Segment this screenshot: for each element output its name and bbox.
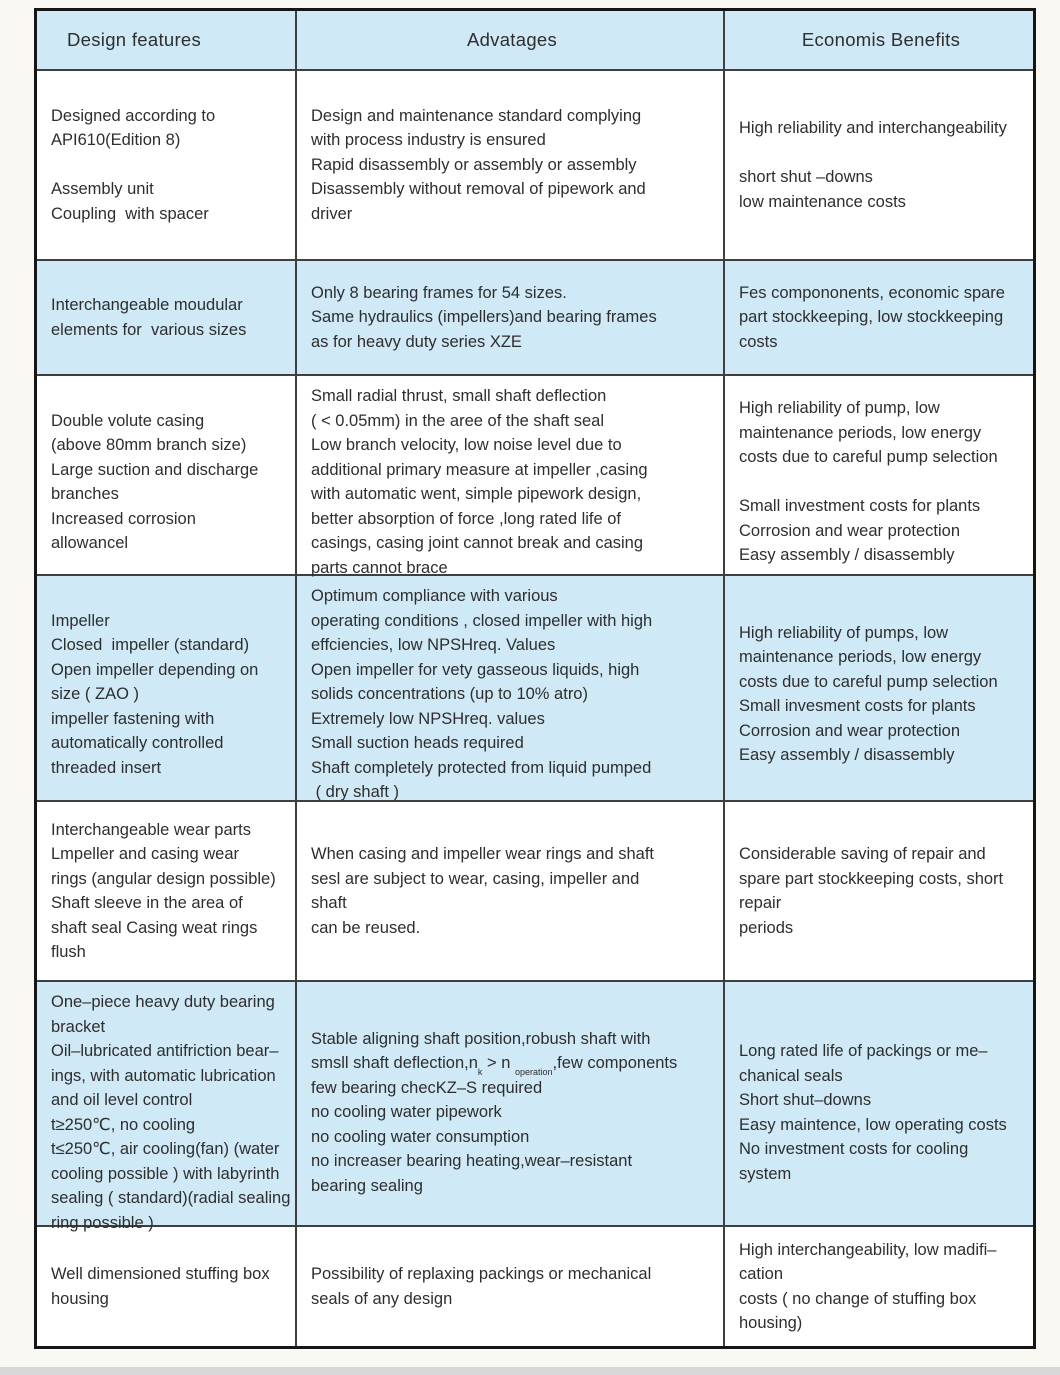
benefits-cell: High reliability of pumps, low maintenance periods, low energy costs due to careful pump selection Small invesment costs for plants Corrosion and wear protection Easy assembly / disassembly	[739, 623, 998, 765]
header-economic-benefits: Economis Benefits	[801, 28, 961, 50]
advantages-cell: Only 8 bearing frames for 54 sizes. Same hydraulics (impellers)and bearing frames as for heavy duty series XZE	[297, 261, 725, 374]
design-features-cell: One–piece heavy duty bearing bracket Oil–lubricated antifriction bear– ings, with automatic lubrication and oil level control t≥250℃, no cooling t≤250℃, air cooling(fan) (water cooling possible ) with labyrinth sealing ( standard)(radial sealing ring possible )	[37, 982, 297, 1243]
design-features-cell: Designed according to API610(Edition 8) Assembly unit Coupling with spacer	[37, 71, 297, 259]
header-advantages: Advatages	[297, 11, 725, 69]
benefits-cell: Fes compononents, economic spare part stockkeeping, low stockkeeping costs	[739, 283, 1005, 351]
features-table	[34, 8, 1036, 1349]
benefits-cell: High reliability and interchangeability short shut –downs low maintenance costs	[739, 119, 1007, 211]
advantages-cell: Possibility of replaxing packings or mechanical seals of any design	[297, 1227, 725, 1346]
advantages-cell: Small radial thrust, small shaft deflection ( < 0.05mm) in the aree of the shaft seal Low branch velocity, low noise level due to additional primary measure at impeller ,casing with automatic went, simple pipework design, better absorption of force ,long rated life of casings, casing joint cannot break and casing parts cannot brace	[297, 376, 725, 588]
benefits-cell: Long rated life of packings or me– chanical seals Short shut–downs Easy maintence, low operating costs No investment costs for cooling system	[739, 1042, 1007, 1183]
table-row	[37, 1227, 1033, 1346]
advantages-cell: Optimum compliance with various operating conditions , closed impeller with high effciencies, low NPSHreq. Values Open impeller for vety gasseous liquids, high solids concentrations (up to 10% atro) Extremely low NPSHreq. values Small suction heads required Shaft completely protected from liquid pumped ( dry shaft )	[297, 576, 725, 813]
design-features-cell: Impeller Closed impeller (standard) Open impeller depending on size ( ZAO ) impeller fastening with automatically controlled threaded insert	[37, 576, 297, 813]
table-row	[37, 376, 1033, 576]
design-features-cell: Interchangeable wear parts Lmpeller and casing wear rings (angular design possible) Shaft sleeve in the area of shaft seal Casing weat rings flush	[37, 802, 297, 980]
table-row	[37, 71, 1033, 261]
benefits-cell: High reliability of pump, low maintenance periods, low energy costs due to careful pump selection Small investment costs for plants Corrosion and wear protection Easy assembly / disassembly	[739, 399, 998, 565]
table-row	[37, 576, 1033, 802]
header-design-features: Design features	[37, 11, 297, 69]
table-row	[37, 982, 1033, 1232]
advantages-cell: Stable aligning shaft position,robush shaft with smsll shaft $deflection,n_k > n$ $_{operation}$,few components few bearing checKZ–S required no cooling water pipework no cooling water consumption no increaser bearing heating,wear–resistant bearing sealing	[297, 982, 725, 1243]
design-features-cell: Interchangeable moudular elements for various sizes	[37, 261, 297, 374]
advantages-cell: Design and maintenance standard complying with process industry is ensured Rapid disassembly or assembly or assembly Disassembly without removal of pipework and driver	[297, 71, 725, 259]
design-features-cell: Double volute casing (above 80mm branch size) Large suction and discharge branches Increased corrosion allowancel	[37, 376, 297, 588]
table-header-row	[37, 11, 1033, 71]
table-row	[37, 261, 1033, 376]
advantages-cell: When casing and impeller wear rings and shaft sesl are subject to wear, casing, impeller and shaft can be reused.	[297, 802, 725, 980]
table-row	[37, 802, 1033, 982]
design-features-cell: Well dimensioned stuffing box housing	[37, 1227, 297, 1346]
page-bottom-strip	[0, 1367, 1060, 1375]
benefits-cell: Considerable saving of repair and spare part stockkeeping costs, short repair periods	[739, 845, 1004, 937]
benefits-cell: High interchangeability, low madifi– cation costs ( no change of stuffing box housing)	[739, 1240, 997, 1332]
